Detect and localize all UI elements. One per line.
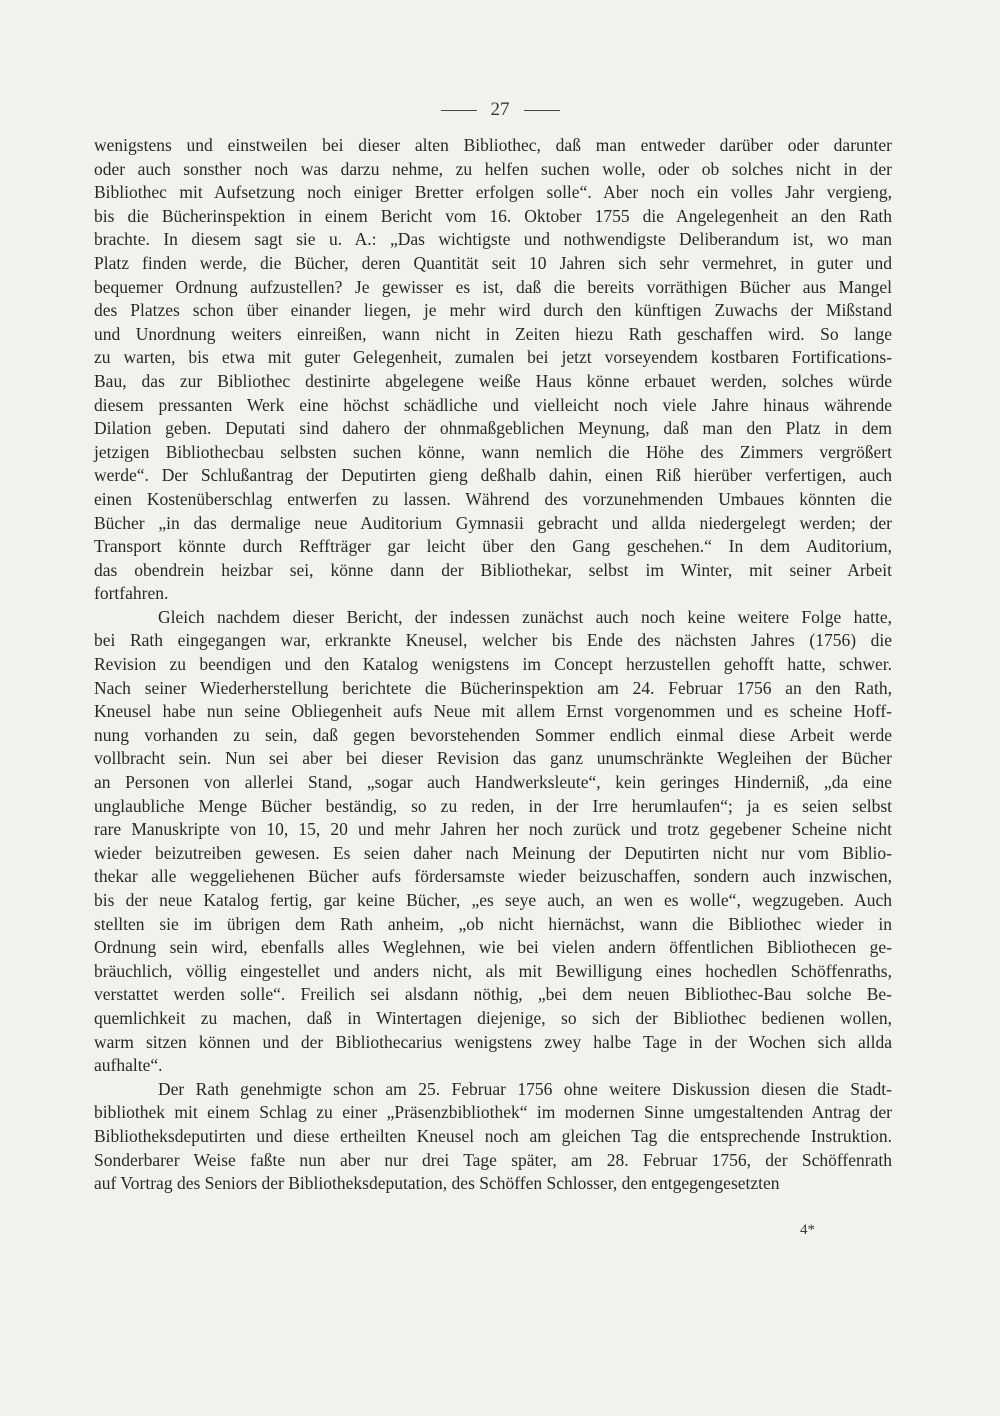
text-line: oder auch sonsther noch was darzu nehme, zu helfen suchen wolle, oder ob solches nicht in der <box>94 158 892 179</box>
text-line: bräuchlich, völlig eingestellet und anders nicht, als mit Bewilligung eines hochedlen Schöffenraths, <box>94 960 892 981</box>
text-line: rare Manuskripte von 10, 15, 20 und mehr Jahren her noch zurück und trotz gegebener Scheine nicht <box>94 819 892 840</box>
text-line: Bau, das zur Bibliothec destinirte abgelegene weiße Haus könne erbauet werden, solches würde <box>94 370 892 391</box>
text-line: diesem pressanten Werk eine höchst schädliche und vielleicht noch viele Jahre hinaus währende <box>94 394 892 415</box>
text-line: und Unordnung weiters einreißen, wann nicht in Zeiten hiezu Rath geschaffen wird. So lange <box>94 323 892 344</box>
text-line: Bibliotheksdeputirten und diese ertheilten Kneusel noch am gleichen Tag die entsprechende Instruktion. <box>94 1125 892 1146</box>
text-line: Bücher „in das dermalige neue Auditorium Gymnasii gebracht und allda niedergelegt werden; der <box>94 512 892 533</box>
text-line: brachte. In diesem sagt sie u. A.: „Das wichtigste und nothwendigste Deliberandum ist, wo man <box>94 229 892 250</box>
text-line: Revision zu beendigen und den Katalog wenigstens im Concept herzustellen gehofft hatte, schwer. <box>94 654 892 675</box>
text-line: Sonderbarer Weise faßte nun aber nur drei Tage später, am 28. Februar 1756, der Schöffenrath <box>94 1149 892 1170</box>
text-line: Transport könnte durch Reffträger gar leicht über den Gang geschehen.“ In dem Auditorium, <box>94 536 892 557</box>
text-line: des Platzes schon über einander liegen, je mehr wird durch den künftigen Zuwachs der Mißstand <box>94 300 892 321</box>
text-line: wenigstens und einstweilen bei dieser alten Bibliothec, daß man entweder darüber oder darunter <box>94 135 892 155</box>
page-header <box>0 98 1000 122</box>
paragraph <box>94 1078 892 1196</box>
text-line: Bibliothec mit Aufsetzung noch einiger Bretter erfolgen solle“. Aber noch ein volles Jahr vergieng, <box>94 182 892 203</box>
text-line: unglaubliche Menge Bücher beständig, so zu reden, in der Irre herumlaufen“; ja es seien selbst <box>94 795 892 816</box>
text-line: quemlichkeit zu machen, daß in Wintertagen diejenige, so sich der Bibliothec bedienen wollen, <box>94 1007 892 1028</box>
text-line: auf Vortrag des Seniors der Bibliotheksdeputation, des Schöffen Schlosser, den entgegengesetzten <box>94 1173 780 1194</box>
text-line: Dilation geben. Deputati sind dahero der ohnmaßgeblichen Meynung, daß man den Platz in dem <box>94 418 892 439</box>
paragraph <box>94 606 892 1078</box>
text-line: Kneusel habe nun seine Obliegenheit aufs Neue mit allem Ernst vorgenommen und es scheine Hoff- <box>94 701 892 722</box>
text-line: jetzigen Bibliothecbau selbsten suchen könne, wann nemlich die Höhe des Zimmers vergrößert <box>94 441 892 462</box>
text-line: vollbracht sein. Nun sei aber bei dieser Revision das ganz unumschränkte Wegleihen der Bücher <box>94 748 892 769</box>
signature-mark: 4* <box>800 1222 815 1238</box>
text-line: Der Rath genehmigte schon am 25. Februar 1756 ohne weitere Diskussion diesen die Stadt- <box>158 1078 892 1099</box>
text-line: aufhalte“. <box>94 1055 163 1076</box>
text-line: bis der neue Katalog fertig, gar keine Bücher, „es seye auch, an wen es wolle“, wegzugeben. Auch <box>94 890 892 910</box>
text-line: das obendrein heizbar sei, könne dann der Bibliothekar, selbst im Winter, mit seiner Arbeit <box>94 559 892 580</box>
text-line: Platz finden werde, die Bücher, deren Quantität seit 10 Jahren sich sehr vermehret, in guter und <box>94 252 892 273</box>
text-line: bequemer Ordnung aufzustellen? Je gewisser es ist, daß die bereits vorräthigen Bücher aus Mangel <box>94 276 892 297</box>
page-number: 27 <box>490 99 510 120</box>
text-line: nung vorhanden zu sein, daß gegen bevorstehenden Sommer endlich einmal diese Arbeit werde <box>94 724 892 745</box>
text-line: stellten sie im übrigen dem Rath anheim, „ob nicht hiernächst, wann die Bibliothec wieder in <box>94 913 892 934</box>
header-dash-left <box>441 110 477 111</box>
text-line: bis die Bücherinspektion in einem Bericht vom 16. Oktober 1755 die Angelegenheit an den Rath <box>94 205 892 226</box>
text-line: an Personen von allerlei Stand, „sogar auch Handwerksleute“, kein geringes Hinderniß, „da eine <box>94 772 892 793</box>
text-line: Gleich nachdem dieser Bericht, der indessen zunächst auch noch keine weitere Folge hatte, <box>158 606 892 627</box>
text-line: zu warten, bis etwa mit guter Gelegenheit, zumalen bei jetzt vorseyendem kostbaren Fortifications- <box>94 347 892 368</box>
text-line: Nach seiner Wiederherstellung berichtete die Bücherinspektion am 24. Februar 1756 an den Rath, <box>94 677 892 698</box>
header-dash-right <box>524 110 560 111</box>
text-line: bei Rath eingegangen war, erkrankte Kneusel, welcher bis Ende des nächsten Jahres (1756) die <box>94 630 892 651</box>
text-line: thekar alle weggeliehenen Bücher aufs fördersamste wieder beizuschaffen, sondern auch inzwischen, <box>94 866 892 887</box>
text-line: warm sitzen können und der Bibliothecarius wenigstens zwey halbe Tage in der Wochen sich allda <box>94 1031 892 1052</box>
text-line: werde“. Der Schlußantrag der Deputirten gieng deßhalb dahin, einen Riß hierüber verfertigen, auch <box>94 465 892 486</box>
text-line: einen Kostenüberschlag entwerfen zu lassen. Während des vorzunehmenden Umbaues könnten die <box>94 488 892 509</box>
text-line: verstattet werden solle“. Freilich sei alsdann nöthig, „bei dem neuen Bibliothec-Bau solche Be- <box>94 984 892 1005</box>
text-line: bibliothek mit einem Schlag zu einer „Präsenzbibliothek“ im modernen Sinne umgestaltenden Antrag der <box>94 1102 892 1123</box>
text-line: Ordnung sein wird, ebenfalls alles Weglehnen, wie bei vielen andern öffentlichen Bibliothecen ge- <box>94 937 892 958</box>
body-text <box>94 134 892 1196</box>
text-line: fortfahren. <box>94 583 169 604</box>
text-line: wieder beizutreiben gewesen. Es seien daher nach Meinung der Deputirten nicht nur vom Biblio- <box>94 842 892 863</box>
paragraph <box>94 134 892 606</box>
